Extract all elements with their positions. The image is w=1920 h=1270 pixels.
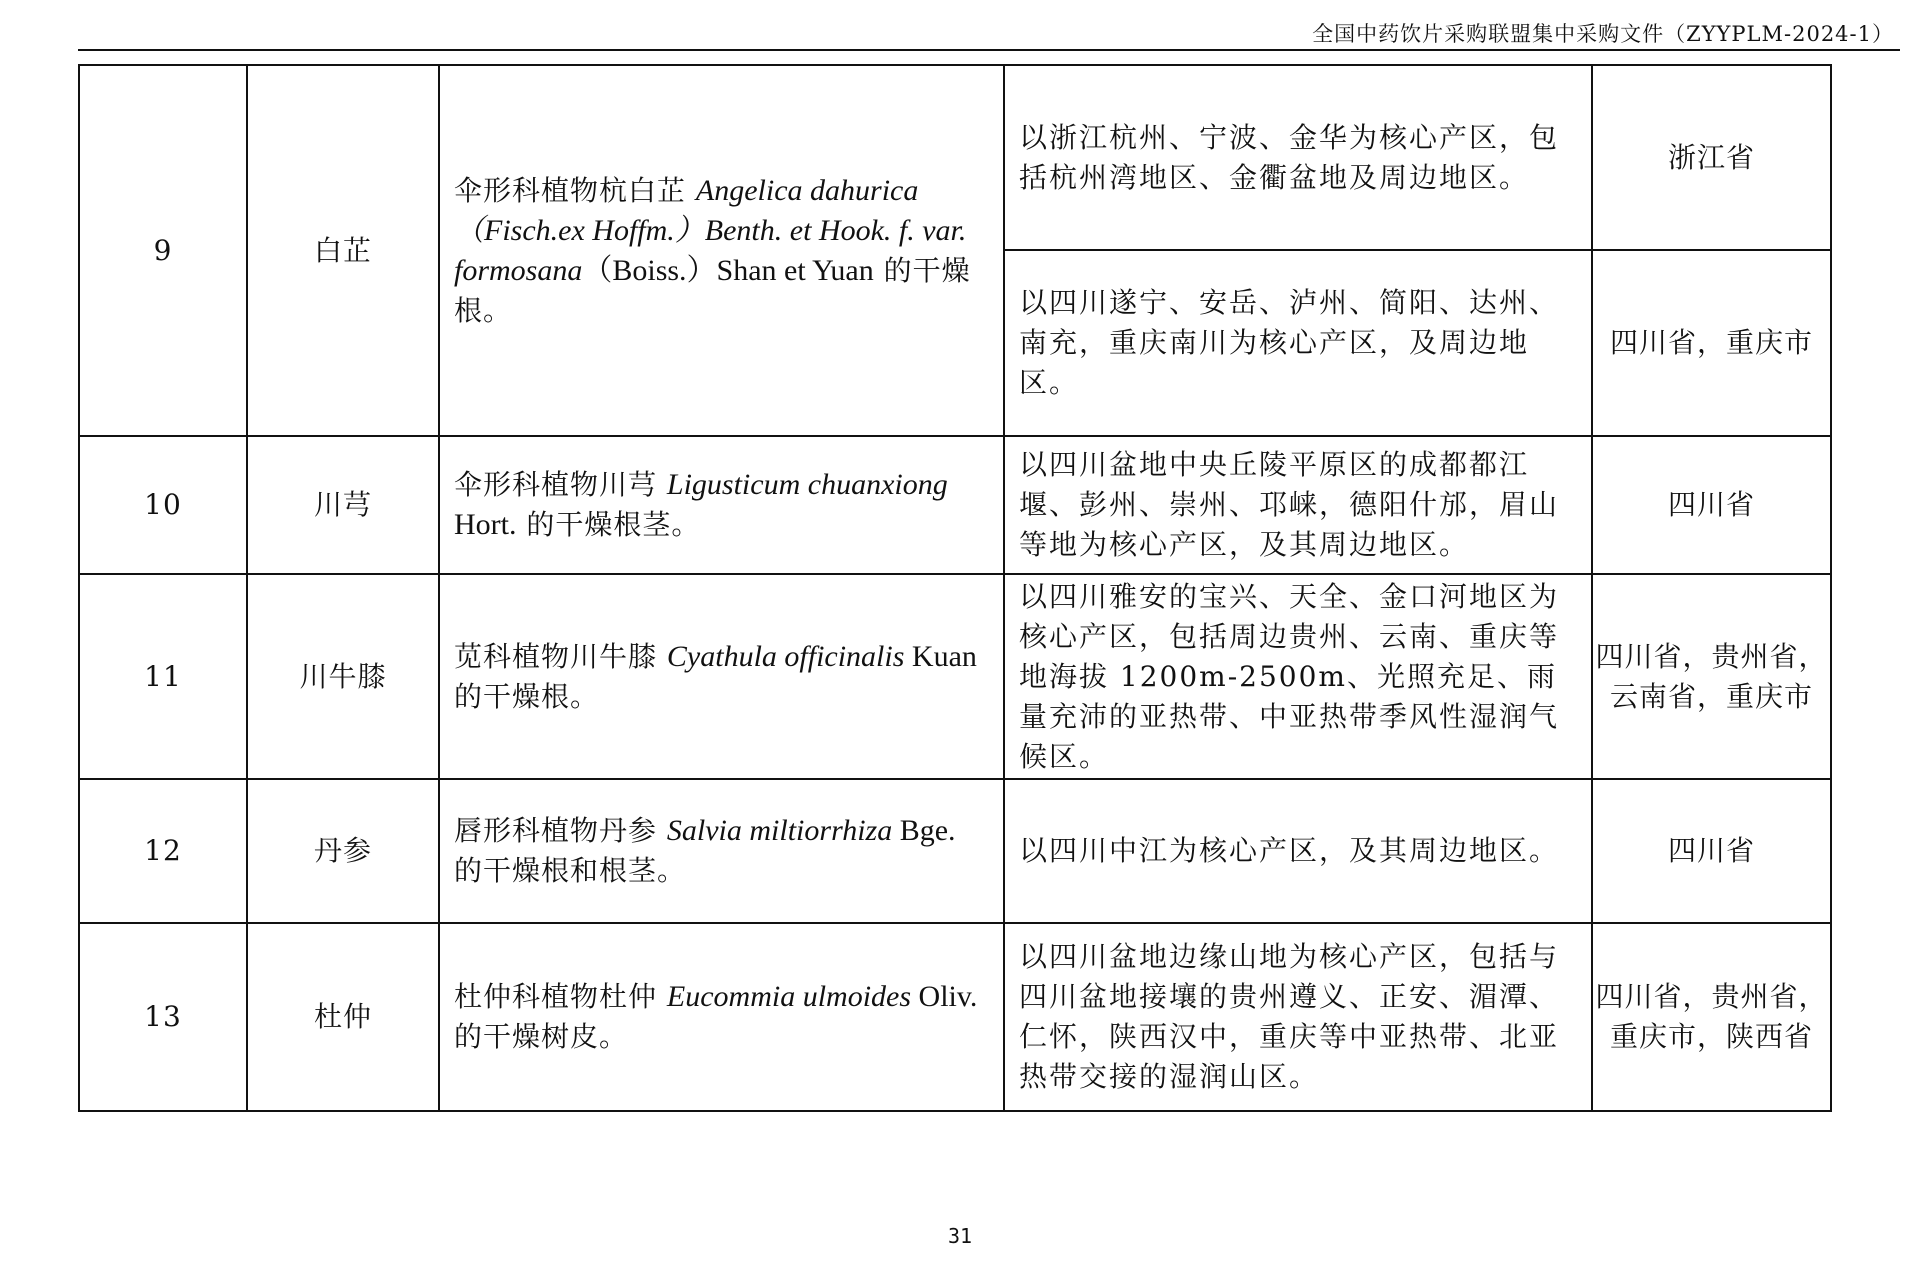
table-row: [79, 65, 1831, 250]
herb-name-cell: 川牛膝: [247, 574, 439, 779]
description-text: 唇形科植物丹参: [454, 814, 667, 847]
latin-name: Cyathula officinalis: [666, 639, 905, 673]
herb-description-cell: [439, 65, 1004, 436]
production-area-cell: 以四川雅安的宝兴、天全、金口河地区为核心产区，包括周边贵州、云南、重庆等地海拔 1200m-2500m、光照充足、雨量充沛的亚热带、中亚热带季风性湿润气候区。: [1004, 574, 1592, 779]
description-text-tail: 的干燥根和根茎。: [454, 854, 687, 887]
herb-name-cell: 丹参: [247, 779, 439, 923]
description-text: 伞形科植物杭白芷: [454, 173, 696, 207]
description-text: 苋科植物川牛膝: [454, 639, 667, 673]
latin-author: Oliv.: [911, 980, 978, 1013]
row-number-cell: 9: [79, 65, 247, 436]
herb-name-cell: 杜仲: [247, 923, 439, 1111]
production-area-cell: 以四川盆地中央丘陵平原区的成都都江堰、彭州、崇州、邛崃，德阳什邡，眉山等地为核心产区，及其周边地区。: [1004, 436, 1592, 574]
province-cell: 四川省: [1592, 436, 1831, 574]
production-area-cell: 以四川中江为核心产区，及其周边地区。: [1004, 779, 1592, 923]
row-number-cell: 11: [79, 574, 247, 779]
description-text-tail: 的干燥根茎。: [516, 508, 701, 541]
table-row: [79, 923, 1831, 1111]
header-divider: [78, 49, 1900, 51]
latin-name: Salvia miltiorrhiza: [666, 814, 893, 847]
latin-author: Kuan: [904, 639, 977, 673]
production-area-cell: 以四川盆地边缘山地为核心产区，包括与四川盆地接壤的贵州遵义、正安、湄潭、仁怀，陕西汉中，重庆等中亚热带、北亚热带交接的湿润山区。: [1004, 923, 1592, 1111]
description-text: 伞形科植物川芎: [454, 468, 667, 501]
latin-name: Eucommia ulmoides: [666, 980, 912, 1013]
production-area-cell: 以浙江杭州、宁波、金华为核心产区，包括杭州湾地区、金衢盆地及周边地区。: [1004, 65, 1592, 250]
latin-author: Hort.: [454, 508, 517, 541]
herb-description-cell: [439, 923, 1004, 1111]
description-text-tail: 的干燥树皮。: [454, 1020, 629, 1053]
page-number: 31: [947, 1224, 973, 1248]
document-header-title: 全国中药饮片采购联盟集中采购文件（ZYYPLM-2024-1）: [1312, 22, 1894, 46]
description-text-tail: 的干燥根。: [454, 679, 600, 713]
latin-name: Angelica dahurica: [695, 173, 919, 207]
herb-name-cell: 川芎: [247, 436, 439, 574]
table-row: [79, 436, 1831, 574]
province-cell: 四川省，重庆市: [1592, 250, 1831, 436]
production-area-cell: 以四川遂宁、安岳、泸州、简阳、达州、南充，重庆南川为核心产区，及周边地区。: [1004, 250, 1592, 436]
row-number-cell: 10: [79, 436, 247, 574]
herb-description-cell: [439, 779, 1004, 923]
row-number-cell: 12: [79, 779, 247, 923]
latin-name: Ligusticum chuanxiong: [666, 468, 948, 501]
latin-author: （Boiss.）Shan et Yuan: [582, 253, 874, 287]
province-cell: 四川省，贵州省，重庆市，陕西省: [1592, 923, 1831, 1111]
table-row: [79, 779, 1831, 923]
description-text-tail: 的干燥根。: [454, 253, 971, 327]
province-cell: 四川省，贵州省，云南省，重庆市: [1592, 574, 1831, 779]
province-cell: 四川省: [1592, 779, 1831, 923]
herb-origin-table: [78, 64, 1832, 1112]
herb-description-cell: [439, 574, 1004, 779]
latin-name-variety: （Fisch.ex Hoffm.）Benth. et Hook. f. var. formosana: [454, 213, 967, 287]
latin-author: Bge.: [892, 814, 956, 847]
description-text: 杜仲科植物杜仲: [454, 980, 667, 1013]
table-row: [79, 574, 1831, 779]
herb-name-cell: 白芷: [247, 65, 439, 436]
row-number-cell: 13: [79, 923, 247, 1111]
province-cell: 浙江省: [1592, 65, 1831, 250]
herb-description-cell: [439, 436, 1004, 574]
